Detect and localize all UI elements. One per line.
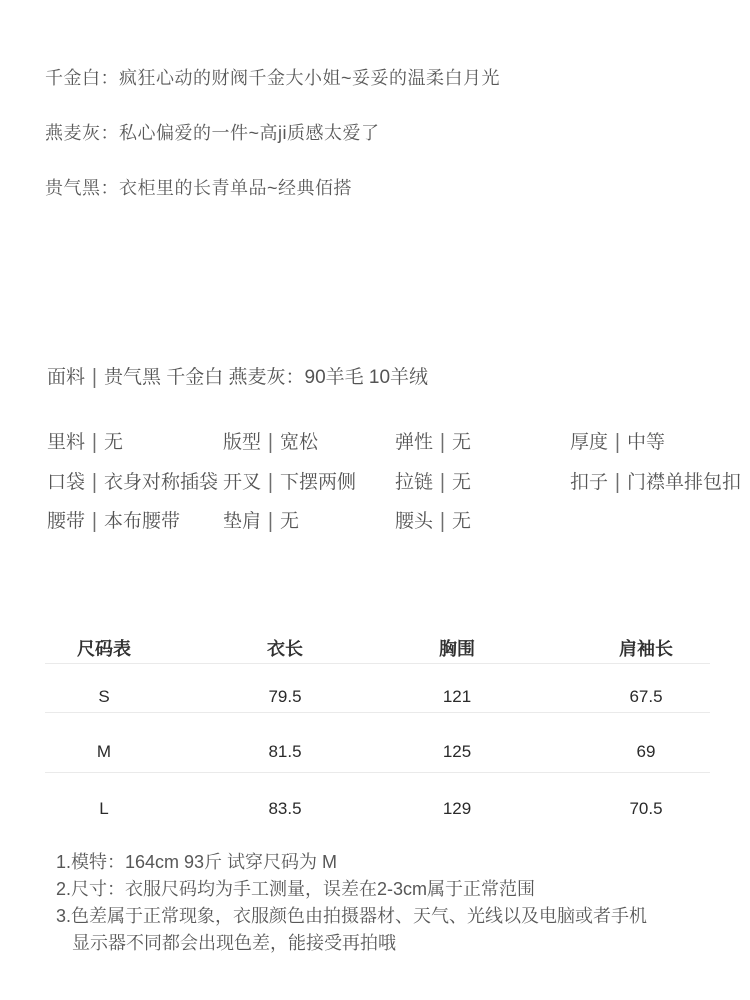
shoulder-sleeve-cell: 69 [636,742,656,761]
pipe-separator: | [92,365,97,389]
pipe-separator: | [440,470,445,494]
attribute-label: 垫肩 [223,511,262,532]
attribute-pair [47,470,218,494]
attribute-label: 开叉 [223,472,262,493]
size-table-row [0,799,750,821]
attribute-label: 口袋 [47,472,86,493]
attribute-pair [223,470,356,494]
size-table-row [0,742,750,764]
attribute-label: 腰头 [395,511,434,532]
pipe-separator: | [615,430,620,454]
size-cell: L [99,799,109,818]
attribute-label: 厚度 [570,432,609,453]
pipe-separator: | [615,470,620,494]
pipe-separator: | [268,509,273,533]
attribute-value: 下摆两侧 [279,472,356,493]
length-cell: 83.5 [268,799,302,818]
note-line: 2.尺寸：衣服尺码均为手工测量，误差在2-3cm属于正常范围 [56,879,536,899]
size-table-header-cell: 肩袖长 [619,639,673,659]
size-cell: M [96,742,112,761]
bust-cell: 129 [442,799,472,818]
pipe-separator: | [440,430,445,454]
size-table-header-cell: 胸围 [439,639,475,659]
attribute-pair [395,509,471,533]
size-table-row [0,687,750,709]
table-divider-line [45,772,710,773]
attribute-label: 弹性 [395,432,434,453]
fabric-spec-line [47,365,429,389]
bust-cell: 125 [442,742,472,761]
attribute-label: 拉链 [395,472,434,493]
size-cell: S [98,687,110,706]
fabric-value: 贵气黑 千金白 燕麦灰：90羊毛 10羊绒 [103,367,429,388]
note-line: 3.色差属于正常现象，衣服颜色由拍摄器材、天气、光线以及电脑或者手机 [56,906,648,926]
attribute-pair [570,430,665,454]
bust-cell: 121 [442,687,472,706]
attribute-value: 中等 [626,432,665,453]
attribute-pair [47,509,180,533]
size-table-header-cell: 尺码表 [77,639,131,659]
pipe-separator: | [92,470,97,494]
attribute-pair [47,430,123,454]
shoulder-sleeve-cell: 67.5 [629,687,663,706]
note-line: 1.模特：164cm 93斤 试穿尺码为 M [56,852,338,872]
attribute-label: 扣子 [570,472,609,493]
attribute-pair [570,470,741,494]
attribute-pair [223,430,318,454]
note-line-continuation: 显示器不同都会出现色差，能接受再拍哦 [72,933,396,953]
color-description-line: 燕麦灰：私心偏爱的一件~高ji质感太爱了 [45,123,380,143]
length-cell: 79.5 [268,687,302,706]
attribute-value: 本布腰带 [103,511,180,532]
color-description-line: 贵气黑：衣柜里的长青单品~经典佰搭 [45,178,353,198]
attribute-value: 宽松 [279,432,318,453]
shoulder-sleeve-cell: 70.5 [629,799,663,818]
attribute-label: 里料 [47,432,86,453]
attribute-row [0,509,750,534]
attribute-pair [395,470,471,494]
table-divider-line [45,712,710,713]
attribute-value: 无 [279,511,299,532]
attribute-label: 版型 [223,432,262,453]
attribute-value: 无 [451,472,471,493]
attribute-row [0,430,750,455]
attribute-label: 腰带 [47,511,86,532]
pipe-separator: | [268,470,273,494]
length-cell: 81.5 [268,742,302,761]
size-table-header-row [0,639,750,661]
attribute-row [0,470,750,495]
attribute-pair [223,509,299,533]
pipe-separator: | [92,509,97,533]
pipe-separator: | [440,509,445,533]
attribute-value: 无 [103,432,123,453]
table-divider-line [45,663,710,664]
attribute-pair [395,430,471,454]
attribute-value: 无 [451,511,471,532]
color-description-line: 千金白：疯狂心动的财阀千金大小姐~妥妥的温柔白月光 [45,68,501,88]
attribute-value: 衣身对称插袋 [103,472,218,493]
fabric-label: 面料 [47,367,86,388]
pipe-separator: | [268,430,273,454]
pipe-separator: | [92,430,97,454]
attribute-value: 无 [451,432,471,453]
size-table-header-cell: 衣长 [267,639,303,659]
attribute-value: 门襟单排包扣 [626,472,741,493]
